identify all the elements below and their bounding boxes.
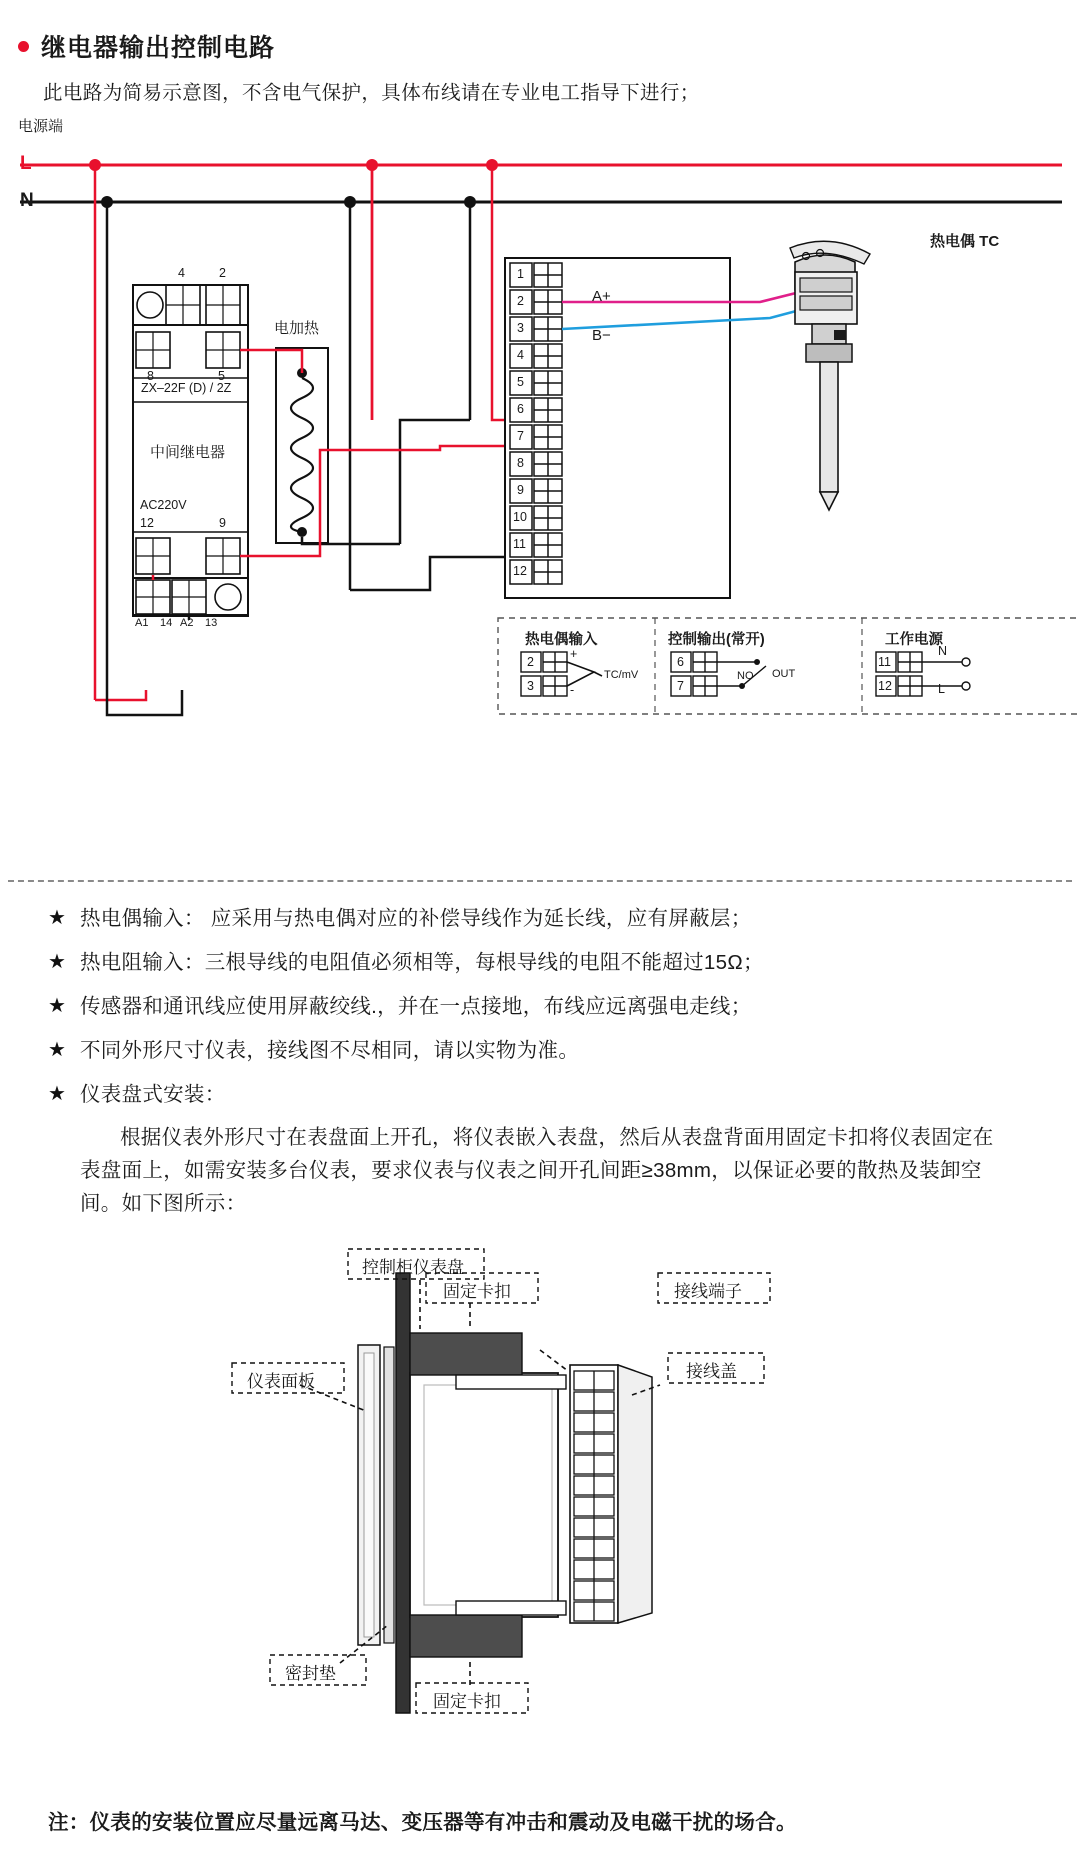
meter-terminal-6: 6 (517, 402, 524, 416)
line-l-label: L (20, 153, 32, 174)
meter-terminal-5: 5 (517, 375, 524, 389)
relay-model-label: ZX–22F (D) / 2Z (141, 381, 232, 395)
meter-terminal-2: 2 (517, 294, 524, 308)
star-icon: ★ (48, 951, 66, 973)
legend-tc-minus-sign: - (570, 683, 575, 697)
legend-power-terminal-11: 11 (878, 655, 891, 669)
meter-terminal-9: 9 (517, 483, 524, 497)
terminal-block-label: 接线端子 (674, 1282, 742, 1301)
relay-pin-5-label: 5 (218, 369, 225, 383)
meter-terminal-3: 3 (517, 321, 524, 335)
heater-label: 电加热 (274, 320, 320, 337)
clip-top-label: 固定卡扣 (443, 1282, 511, 1301)
meter-terminal-1: 1 (517, 267, 524, 281)
note-text: 热电偶输入： 应采用与热电偶对应的补偿导线作为延长线，应有屏蔽层； (79, 907, 752, 930)
relay-pin-12-label: 12 (140, 516, 154, 530)
legend-tc-plus-sign: + (570, 647, 578, 661)
line-n-label: N (20, 190, 34, 211)
clip-bottom-label: 固定卡扣 (433, 1692, 501, 1711)
list-item (0, 905, 1080, 932)
list-item (0, 993, 1080, 1020)
relay-output-circuit-diagram (0, 120, 1080, 880)
panel-mount-diagram (0, 1225, 1080, 1785)
relay-name-label: 中间继电器 (150, 444, 226, 461)
legend-tc-terminal-2: 2 (527, 655, 534, 669)
page-title (18, 28, 275, 64)
relay-pin-8-label: 8 (147, 369, 154, 383)
signal-b-minus-label: B− (592, 327, 611, 344)
relay-pin-14-label: 14 (160, 617, 173, 629)
relay-pin-a1-label: A1 (135, 617, 149, 629)
relay-pin-a2-label: A2 (180, 617, 194, 629)
meter-terminal-12: 12 (513, 564, 527, 578)
divider-top (8, 880, 1072, 882)
list-item (0, 949, 1080, 976)
thermocouple-label: 热电偶 TC (930, 233, 1000, 250)
legend-no-label: NO (737, 670, 754, 682)
relay-pin-13-label: 13 (205, 617, 218, 629)
star-icon: ★ (48, 1083, 66, 1105)
power-source-label: 电源端 (18, 118, 64, 135)
installation-paragraph: 根据仪表外形尺寸在表盘面上开孔，将仪表嵌入表盘，然后从表盘背面用固定卡扣将仪表固定在表盘面上，如需安装多台仪表，要求仪表与仪表之间开孔间距≥38mm，以保证必要的散热及装卸空间。如下图所示： (80, 1126, 994, 1215)
signal-a-plus-label: A+ (592, 288, 611, 305)
legend-power-title: 工作电源 (885, 632, 943, 648)
meter-terminal-10: 10 (513, 510, 527, 524)
meter-terminal-8: 8 (517, 456, 524, 470)
footer-note: 注：仪表的安装位置应尽量远离马达、变压器等有冲击和震动及电磁干扰的场合。 (48, 1811, 797, 1834)
note-text: 传感器和通讯线应使用屏蔽绞线.，并在一点接地，布线应远离强电走线； (79, 995, 752, 1018)
legend-control-output-title: 控制输出(常开) (668, 632, 765, 648)
note-text: 仪表盘式安装： (79, 1083, 226, 1106)
legend-tc-terminal-3: 3 (527, 679, 534, 693)
note-text: 热电阻输入：三根导线的电阻值必须相等，每根导线的电阻不能超过15Ω； (79, 951, 764, 974)
relay-pin-4-label: 4 (178, 266, 185, 280)
legend-tc-type-label: TC/mV (604, 669, 639, 681)
legend-out-label: OUT (772, 668, 796, 680)
panel-mount-svg (0, 1225, 1080, 1785)
list-item (0, 1037, 1080, 1064)
legend-tc-input-title: 热电偶输入 (525, 632, 598, 648)
legend-power-terminal-12: 12 (878, 679, 892, 693)
terminal-cover-label: 接线盖 (686, 1362, 737, 1381)
star-icon: ★ (48, 995, 66, 1017)
legend-power-n-label: N (938, 644, 948, 658)
relay-voltage-label: AC220V (140, 498, 187, 512)
note-text: 不同外形尺寸仪表，接线图不尽相同，请以实物为准。 (79, 1039, 580, 1062)
notes-list (0, 905, 1080, 1220)
legend-out-terminal-7: 7 (677, 679, 684, 693)
relay-pin-9-label: 9 (219, 516, 226, 530)
star-icon: ★ (48, 907, 66, 929)
page-subtitle: 此电路为简易示意图，不含电气保护，具体布线请在专业电工指导下进行； (43, 82, 700, 104)
meter-terminal-4: 4 (517, 348, 524, 362)
bullet-icon (18, 41, 29, 52)
meter-terminal-7: 7 (517, 429, 524, 443)
gasket-label: 密封垫 (285, 1664, 336, 1683)
legend-out-terminal-6: 6 (677, 655, 684, 669)
star-icon: ★ (48, 1039, 66, 1061)
meter-terminal-11: 11 (513, 537, 526, 551)
relay-pin-2-label: 2 (219, 266, 226, 280)
legend-power-l-label: L (938, 682, 945, 696)
page-title-text: 继电器输出控制电路 (41, 34, 276, 62)
meter-face-label: 仪表面板 (247, 1372, 315, 1391)
cabinet-panel-label: 控制柜仪表盘 (362, 1258, 464, 1277)
list-item (0, 1081, 1080, 1108)
